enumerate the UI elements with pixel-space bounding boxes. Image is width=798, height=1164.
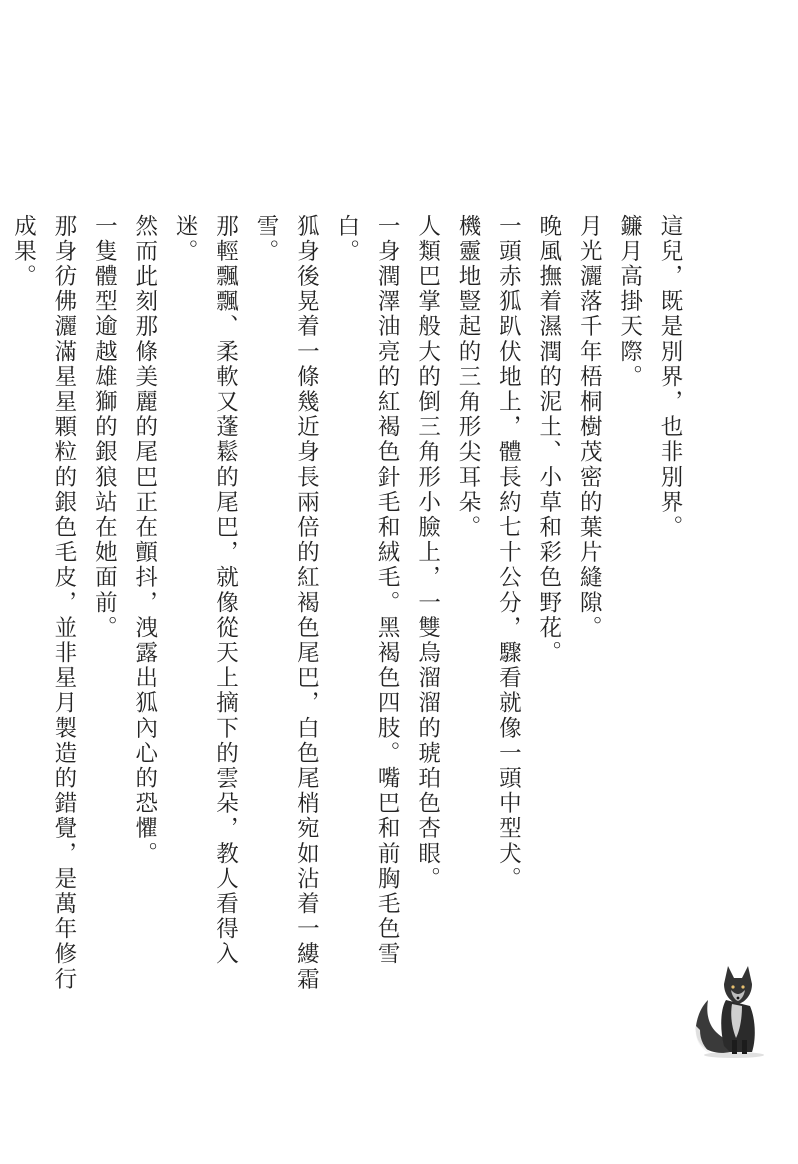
paragraph-10: 那輕飄飄、柔軟又蓬鬆的尾巴，就像從天上摘下的雲朵，教人看得入迷。 (172, 214, 239, 967)
paragraph-9: 狐身後晃着一條幾近身長兩倍的紅褐色尾巴，白色尾梢宛如沾着一縷霜雪。 (252, 214, 320, 993)
vertical-text-body (0, 214, 690, 1014)
paragraph-14 (0, 214, 3, 1014)
paragraph-5: 一頭赤狐趴伏地上，體長約七十公分，驟看就像一頭中型犬。 (495, 214, 522, 892)
paragraph-13: 那身彷佛灑滿星星顆粒的銀色毛皮，並非星月製造的錯覺，是萬年修行成果。 (10, 214, 77, 993)
paragraph-3: 月光灑落千年梧桐樹茂密的葉片縫隙。 (576, 214, 603, 641)
fox-illustration-icon (690, 960, 770, 1060)
paragraph-7: 人類巴掌般大的倒三角形小臉上，一雙烏溜溜的琥珀色杏眼。 (414, 214, 441, 892)
paragraph-12: 一隻體型逾越雄獅的銀狼站在她面前。 (91, 214, 118, 641)
paragraph-2: 鐮月高掛天際。 (616, 214, 643, 390)
paragraph-11: 然而此刻那條美麗的尾巴正在顫抖，洩露出狐內心的恐懼。 (131, 214, 158, 867)
paragraph-6: 機靈地豎起的三角形尖耳朵。 (454, 214, 481, 541)
paragraph-1: 這兒，既是別界，也非別界。 (657, 214, 683, 541)
paragraph-8: 一身潤澤油亮的紅褐色針毛和絨毛。黑褐色四肢。嘴巴和前胸毛色雪白。 (333, 214, 401, 967)
paragraph-4: 晚風撫着濕潤的泥土、小草和彩色野花。 (535, 214, 562, 666)
